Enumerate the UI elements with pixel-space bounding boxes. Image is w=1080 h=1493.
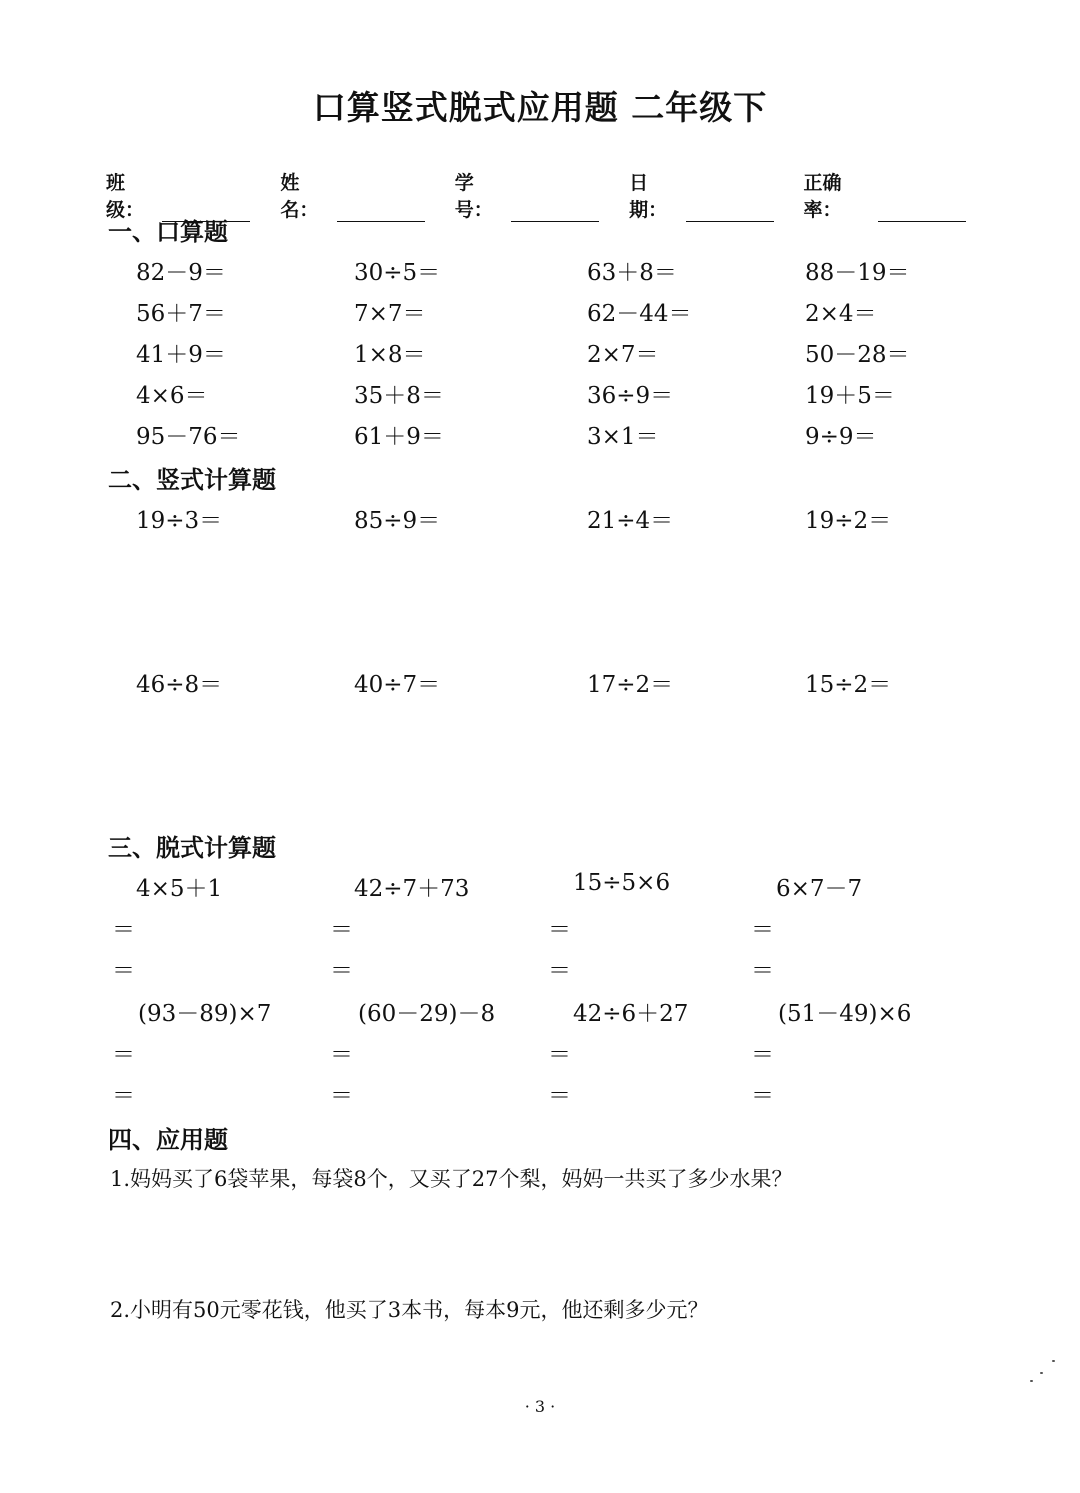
equals-sign: ＝ [330,917,353,943]
step-problem: 6×7－7 [776,876,863,902]
oral-row [0,377,1080,413]
oral-problem: 88－19＝ [805,260,910,286]
oral-problem: 9÷9＝ [805,424,877,450]
step-row [0,870,1080,906]
oral-problem: 3×1＝ [587,424,659,450]
oral-problem: 56＋7＝ [136,301,226,327]
step-problem: 42÷6＋27 [573,1001,689,1027]
vertical-problem: 21÷4＝ [587,508,674,534]
oral-problem: 41＋9＝ [136,342,226,368]
oral-problem: 19＋5＝ [805,383,895,409]
date-label: 日期： [629,172,668,221]
equals-sign: ＝ [112,1083,135,1109]
oral-row [0,336,1080,372]
step-answer-row [0,911,1080,947]
accuracy-label: 正确率： [803,172,842,221]
word-problem-1: 1.妈妈买了6袋苹果，每袋8个，又买了27个梨，妈妈一共买了多少水果？ [110,1167,793,1191]
vertical-problem: 40÷7＝ [354,672,441,698]
equals-sign: ＝ [751,1083,774,1109]
student-info-bar [106,168,996,222]
oral-row [0,295,1080,331]
step-problem: (51－49)×6 [778,1001,912,1027]
name-label: 姓名： [280,172,319,221]
vertical-problem: 85÷9＝ [354,508,441,534]
scan-speck [1040,1372,1043,1374]
vertical-problem: 46÷8＝ [136,672,223,698]
student-id-blank[interactable] [511,201,599,222]
step-answer-row [0,1036,1080,1072]
equals-sign: ＝ [548,1042,571,1068]
equals-sign: ＝ [112,917,135,943]
vertical-row [0,666,1080,702]
oral-problem: 62－44＝ [587,301,692,327]
step-problem: (93－89)×7 [138,1001,272,1027]
equals-sign: ＝ [548,958,571,984]
section-oral-heading: 一、口算题 [108,218,228,246]
student-id-field[interactable] [455,168,599,222]
oral-problem: 63＋8＝ [587,260,677,286]
vertical-problem: 15÷2＝ [805,672,892,698]
name-blank[interactable] [337,201,425,222]
equals-sign: ＝ [751,1042,774,1068]
equals-sign: ＝ [751,917,774,943]
oral-problem: 82－9＝ [136,260,226,286]
step-problem: (60－29)－8 [358,1001,496,1027]
vertical-problem: 19÷3＝ [136,508,223,534]
equals-sign: ＝ [112,1042,135,1068]
vertical-problem: 19÷2＝ [805,508,892,534]
word-problem-2: 2.小明有50元零花钱，他买了3本书，每本9元，他还剩多少元？ [110,1298,709,1322]
step-problem: 42÷7＋73 [354,876,470,902]
step-problem: 4×5＋1 [136,876,223,902]
equals-sign: ＝ [112,958,135,984]
vertical-row [0,502,1080,538]
section-step-heading: 三、脱式计算题 [108,834,276,862]
oral-problem: 50－28＝ [805,342,910,368]
section-vertical-heading: 二、竖式计算题 [108,466,276,494]
accuracy-field[interactable] [804,168,967,222]
equals-sign: ＝ [330,1083,353,1109]
page-number: · 3 · [524,1397,556,1416]
equals-sign: ＝ [548,1083,571,1109]
step-row [0,995,1080,1031]
accuracy-blank[interactable] [878,201,966,222]
section-word-heading: 四、应用题 [108,1126,228,1154]
oral-problem: 7×7＝ [354,301,426,327]
oral-problem: 2×7＝ [587,342,659,368]
oral-row [0,418,1080,454]
equals-sign: ＝ [751,958,774,984]
oral-problem: 95－76＝ [136,424,241,450]
step-answer-row [0,952,1080,988]
oral-problem: 1×8＝ [354,342,426,368]
oral-problem: 2×4＝ [805,301,877,327]
step-problem: 15÷5×6 [573,870,671,896]
class-label: 班级： [106,172,145,221]
student-id-label: 学号： [454,172,493,221]
name-field[interactable] [280,168,424,222]
equals-sign: ＝ [330,958,353,984]
oral-problem: 35＋8＝ [354,383,444,409]
page-title: 口算竖式脱式应用题 二年级下 [312,88,768,127]
equals-sign: ＝ [330,1042,353,1068]
oral-problem: 30÷5＝ [354,260,441,286]
equals-sign: ＝ [548,917,571,943]
oral-row [0,254,1080,290]
oral-problem: 61＋9＝ [354,424,444,450]
scan-speck [1052,1360,1055,1362]
date-blank[interactable] [686,201,774,222]
date-field[interactable] [629,168,773,222]
oral-problem: 36÷9＝ [587,383,674,409]
oral-problem: 4×6＝ [136,383,208,409]
step-answer-row [0,1077,1080,1113]
scan-speck [1030,1380,1033,1382]
vertical-problem: 17÷2＝ [587,672,674,698]
